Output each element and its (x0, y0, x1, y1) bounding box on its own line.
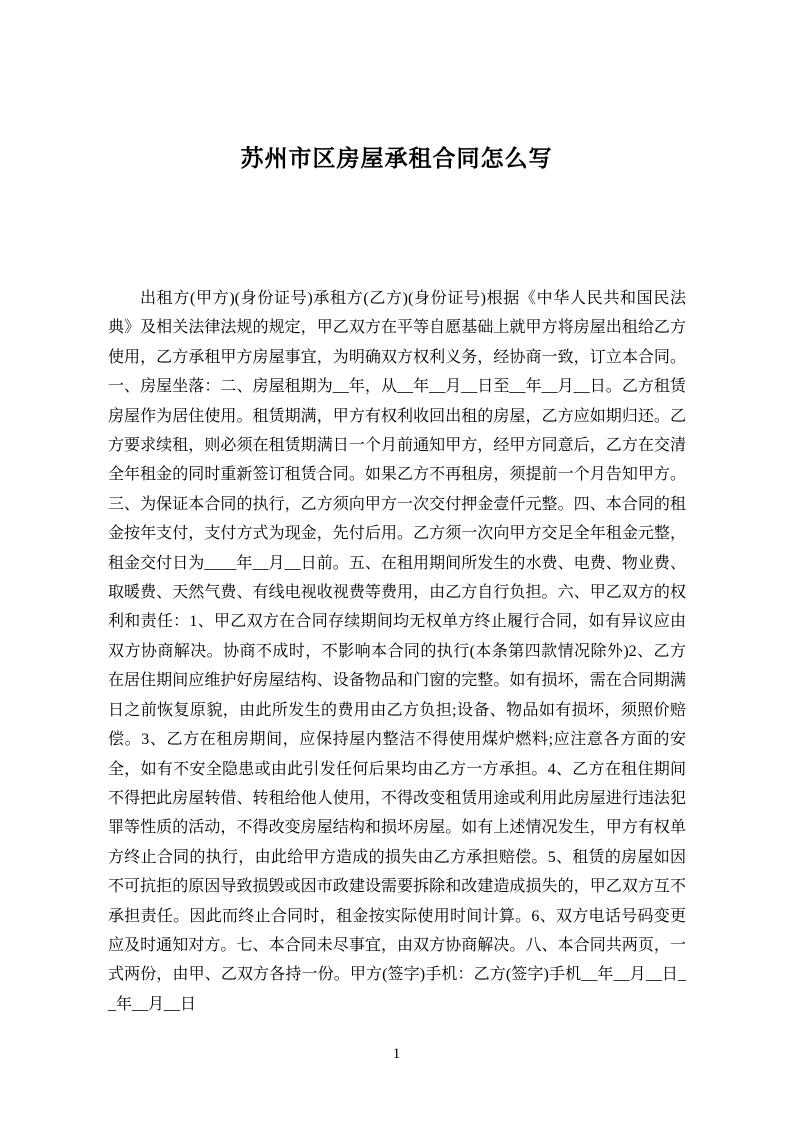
page-number: 1 (392, 1046, 401, 1062)
document-body: 出租方(甲方)(身份证号)承租方(乙方)(身份证号)根据《中华人民共和国民法典》及相关法律法规的规定，甲乙双方在平等自愿基础上就甲方将房屋出租给乙方使用，乙方承租甲方房屋事宜，为明确双方权利义务，经协商一致，订立本合同。一、房屋坐落：二、房屋租期为__年，从__年__月__日至__年__月__日。乙方租赁房屋作为居住使用。租赁期满，甲方有权利收回出租的房屋，乙方应如期归还。乙方要求续租，则必须在租赁期满日一个月前通知甲方，经甲方同意后，乙方在交清全年租金的同时重新签订租赁合同。如果乙方不再租房，须提前一个月告知甲方。三、为保证本合同的执行，乙方须向甲方一次交付押金壹仟元整。四、本合同的租金按年支付，支付方式为现金，先付后用。乙方须一次向甲方交足全年租金元整，租金交付日为____年__月__日前。五、在租用期间所发生的水费、电费、物业费、取暖费、天然气费、有线电视收视费等费用，由乙方自行负担。六、甲乙双方的权利和责任：1、甲乙双方在合同存续期间均无权单方终止履行合同，如有异议应由双方协商解决。协商不成时，不影响本合同的执行(本条第四款情况除外)2、乙方在居住期间应维护好房屋结构、设备物品和门窗的完整。如有损坏，需在合同期满日之前恢复原貌，由此所发生的费用由乙方负担;设备、物品如有损坏，须照价赔偿。3、乙方在租房期间，应保持屋内整洁不得使用煤炉燃料;应注意各方面的安全，如有不安全隐患或由此引发任何后果均由乙方一方承担。4、乙方在租住期间不得把此房屋转借、转租给他人使用，不得改变租赁用途或利用此房屋进行违法犯罪等性质的活动，不得改变房屋结构和损坏房屋。如有上述情况发生，甲方有权单方终止合同的执行，由此给甲方造成的损失由乙方承担赔偿。5、租赁的房屋如因不可抗拒的原因导致损毁或因市政建设需要拆除和改建造成损失的，甲乙双方互不承担责任。因此而终止合同时，租金按实际使用时间计算。6、双方电话号码变更应及时通知对方。七、本合同未尽事宜，由双方协商解决。八、本合同共两页，一式两份，由甲、乙双方各持一份。甲方(签字)手机：乙方(签字)手机__年__月__日__年__月__日 (108, 290, 686, 1013)
document-title: 苏州市区房屋承租合同怎么写 (240, 146, 553, 171)
